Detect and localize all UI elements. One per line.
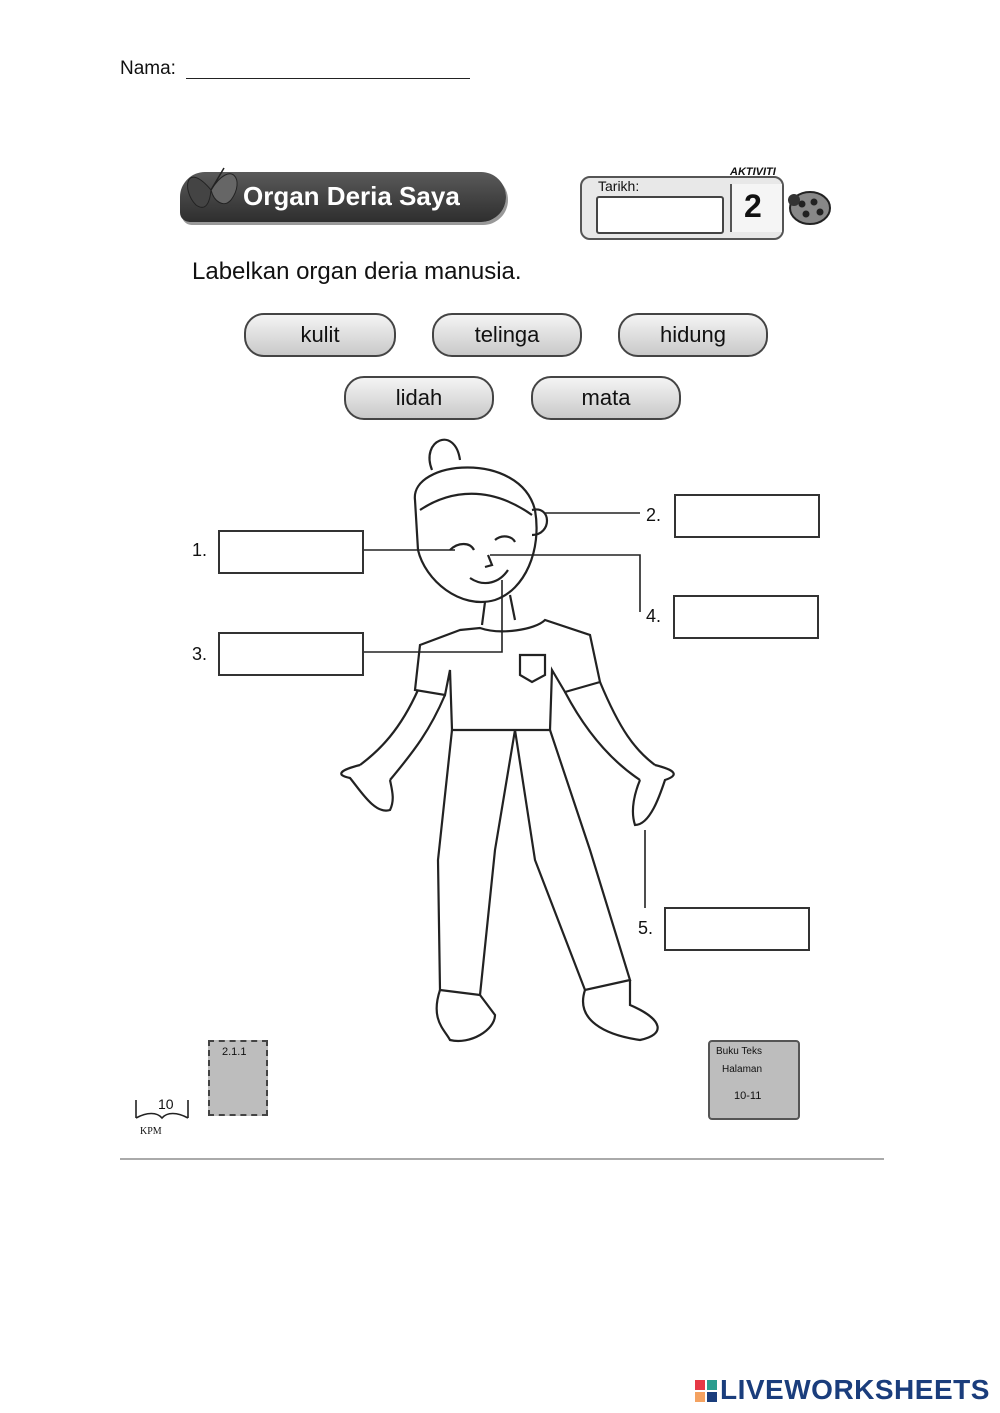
liveworksheets-logo-icon bbox=[695, 1380, 717, 1404]
instruction-text: Labelkan organ deria manusia. bbox=[192, 258, 522, 285]
answer-number-2: 2. bbox=[646, 505, 662, 525]
standard-code: 2.1.1 bbox=[222, 1046, 247, 1058]
tarikh-label: Tarikh: bbox=[598, 178, 640, 194]
answer-number-1: 1. bbox=[192, 540, 208, 560]
word-telinga[interactable]: telinga bbox=[432, 313, 582, 357]
word-hidung[interactable]: hidung bbox=[618, 313, 768, 357]
answer-box-2[interactable] bbox=[674, 494, 820, 538]
page-title: Organ Deria Saya bbox=[243, 181, 460, 211]
answer-number-3: 3. bbox=[192, 644, 208, 664]
answer-number-5: 5. bbox=[638, 918, 654, 938]
word-mata[interactable]: mata bbox=[531, 376, 681, 420]
liveworksheets-watermark: LIVEWORKSHEETS bbox=[720, 1374, 990, 1405]
answer-box-1[interactable] bbox=[218, 530, 364, 574]
page-number: 10 bbox=[158, 1096, 174, 1112]
answer-box-4[interactable] bbox=[673, 595, 819, 639]
answer-number-4: 4. bbox=[646, 606, 662, 626]
textbook-label: Buku Teks bbox=[716, 1046, 762, 1057]
bottom-divider bbox=[120, 1158, 884, 1160]
nama-label: Nama: bbox=[120, 58, 176, 79]
aktiviti-label: AKTIVITI bbox=[730, 166, 776, 178]
word-kulit[interactable]: kulit bbox=[244, 313, 396, 357]
word-lidah[interactable]: lidah bbox=[344, 376, 494, 420]
aktiviti-number: 2 bbox=[744, 188, 762, 224]
halaman-label: Halaman bbox=[722, 1064, 763, 1075]
publisher-label: KPM bbox=[140, 1126, 162, 1137]
answer-box-5[interactable] bbox=[664, 907, 810, 951]
answer-box-3[interactable] bbox=[218, 632, 364, 676]
textbook-pages: 10-11 bbox=[734, 1090, 762, 1102]
